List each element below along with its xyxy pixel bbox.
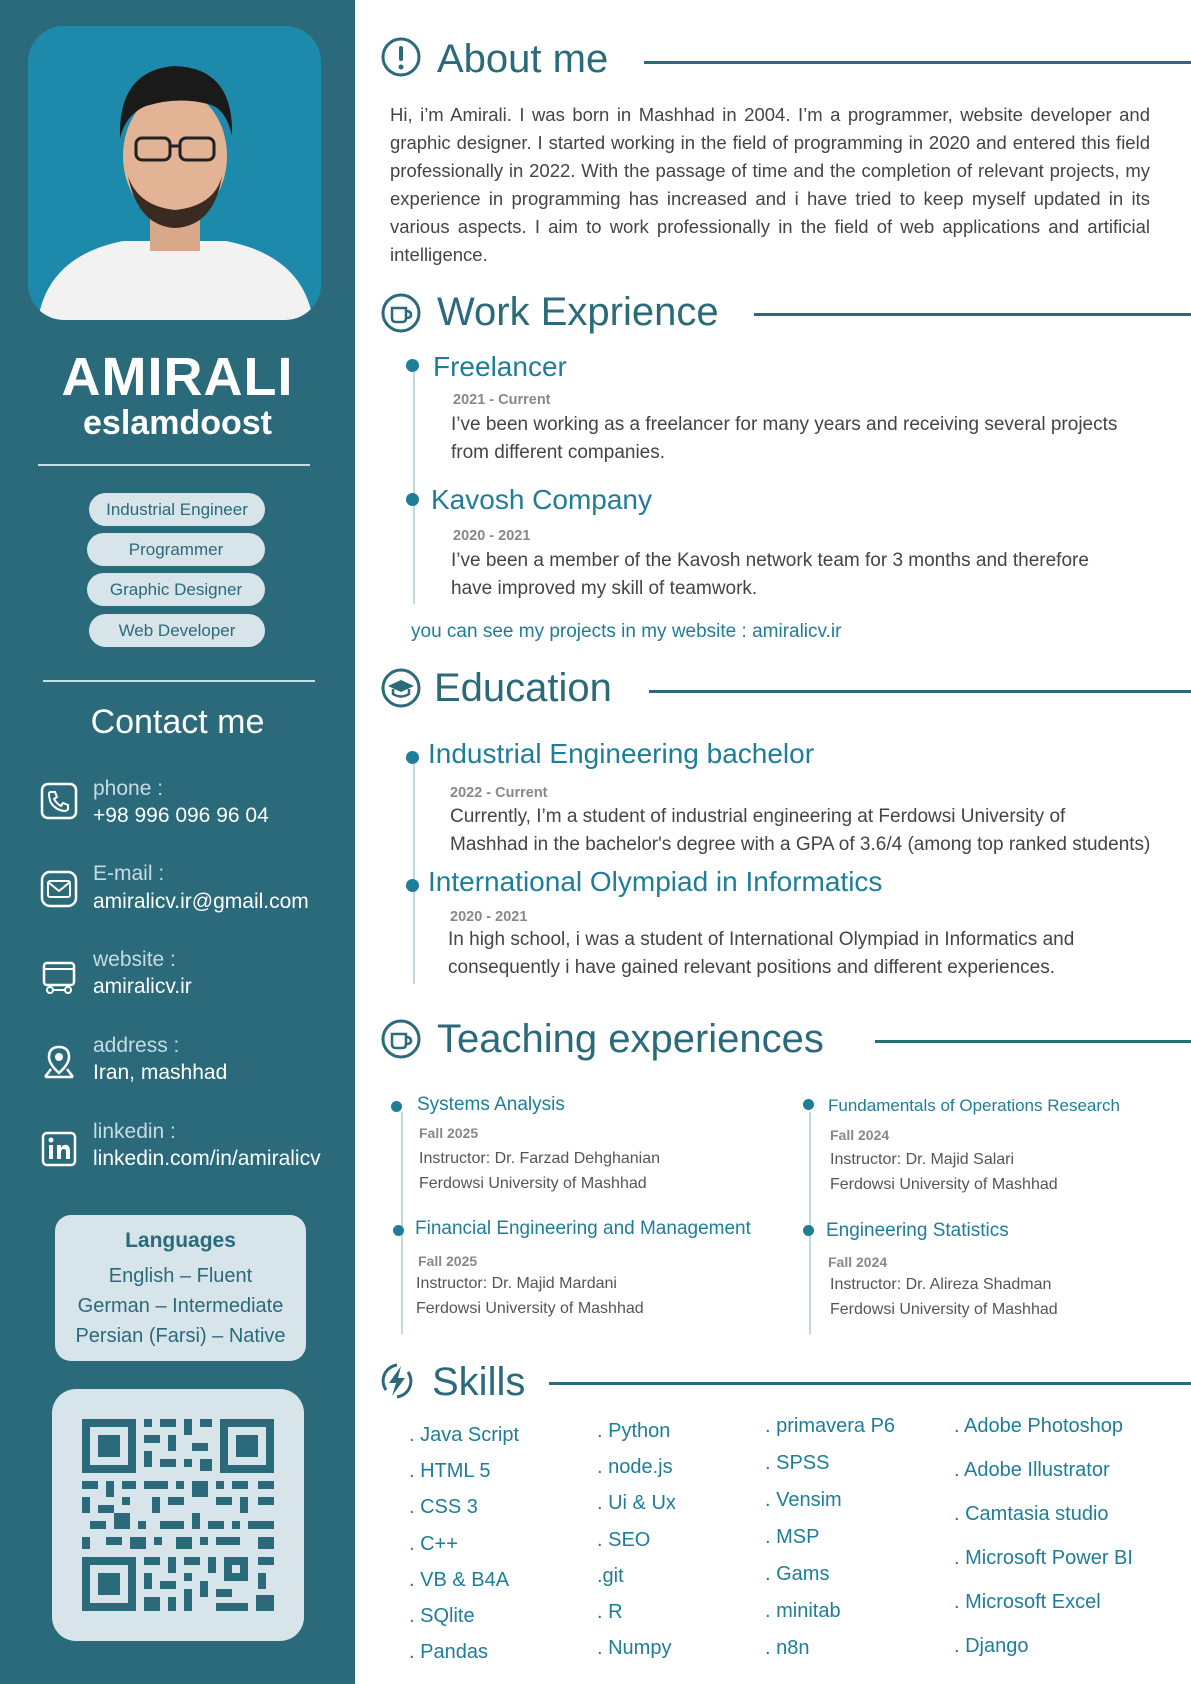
work-item-date: 2020 - 2021 [453,528,531,544]
contact-title: Contact me [90,703,265,741]
coffee-cup-icon [380,292,422,334]
skill-item: . Camtasia studio [954,1503,1109,1525]
person-portrait-icon [28,26,321,320]
skill-item: . SPSS [765,1452,830,1474]
education-item-desc: Mashhad in the bachelor's degree with a GPA of 3.6/4 (among top ranked students) [450,834,1151,855]
skill-item: . Adobe Photoshop [954,1415,1124,1437]
languages-title: Languages [125,1229,236,1252]
website-icon [40,958,78,996]
teaching-item-date: Fall 2024 [828,1254,888,1270]
education-title: Education [434,666,612,710]
website-note-link[interactable]: you can see my projects in my website : amiralicv.ir [411,621,842,642]
skill-item: . Ui & Ux [597,1492,676,1515]
skill-item: . Pandas [409,1641,488,1664]
teaching-item-date: Fall 2025 [419,1125,479,1141]
work-item-desc: from different companies. [451,442,666,463]
sidebar [0,0,355,1684]
teaching-item-university: Ferdowsi University of Mashhad [416,1300,644,1317]
skill-item: . minitab [765,1600,841,1622]
language-item: English – Fluent [108,1265,253,1287]
teaching-item-university: Ferdowsi University of Mashhad [419,1175,647,1192]
skill-item: . Numpy [597,1637,672,1660]
qr-code-icon [52,1389,304,1641]
linkedin-icon [40,1130,78,1168]
work-item-title: Kavosh Company [431,484,653,515]
skill-item: . R [597,1601,623,1623]
skill-item: . VB & B4A [409,1568,510,1591]
teaching-item-instructor: Instructor: Dr. Farzad Dehghanian [419,1150,661,1167]
qr-code-card[interactable] [52,1389,304,1641]
teaching-timeline-left [401,1112,403,1334]
role-pill: Programmer [87,533,265,566]
phone-icon [40,782,78,820]
skill-item: . SEO [597,1528,651,1551]
skill-item: . node.js [597,1456,673,1479]
skill-item: . Java Script [409,1424,520,1446]
teaching-item-date: Fall 2024 [830,1127,890,1143]
website-label: website : [93,948,176,971]
work-title-line [754,313,1191,316]
education-item-date: 2020 - 2021 [450,909,528,925]
exclamation-icon [380,36,422,78]
phone-label: phone : [93,777,164,800]
contact-divider [43,680,315,682]
timeline-dot [391,1101,402,1112]
skill-item: . CSS 3 [409,1496,478,1519]
education-item-title: Industrial Engineering bachelor [428,738,815,769]
language-item: Persian (Farsi) – Native [75,1325,286,1347]
teaching-item-university: Ferdowsi University of Mashhad [830,1176,1058,1193]
skill-item: . Adobe Illustrator [954,1459,1110,1481]
timeline-dot [803,1099,814,1110]
timeline-dot [803,1225,814,1236]
skill-item: .git [597,1564,624,1587]
work-item-desc: I’ve been working as a freelancer for many years and receiving several projects [451,414,1118,435]
last-name: eslamdoost [83,404,272,442]
email-icon [40,870,78,908]
profile-photo [28,26,321,320]
about-text: Hi, i’m Amirali. I was born in Mashhad in 2004. I’m a programmer, website developer and graphic designer. I started working in the field of programming in 2020 and entered this field professionally in 2022. With the passage of time and the completion of relevant projects, my experience in programming has increased and i have tried to keep myself updated in its various aspects. I aim to work professionally in the field of web applications and artificial intelligence. [390,104,1150,265]
timeline-dot [406,879,419,892]
website-value[interactable]: amiralicv.ir [93,975,192,998]
teaching-title: Teaching experiences [437,1017,824,1061]
about-title-line [644,61,1191,64]
skill-item: . Gams [765,1563,830,1585]
teaching-timeline-right [809,1112,811,1334]
education-timeline [413,764,415,984]
linkedin-label: linkedin : [93,1120,176,1143]
teaching-item-title: Engineering Statistics [826,1220,1009,1241]
work-item-title: Freelancer [433,351,567,382]
skill-item: . Vensim [765,1489,842,1511]
phone-value[interactable]: +98 996 096 96 04 [93,804,269,827]
coffee-cup-icon [380,1018,422,1060]
skills-title-line [549,1382,1191,1385]
address-value: Iran, mashhad [93,1061,228,1084]
teaching-item-instructor: Instructor: Dr. Majid Salari [830,1151,1015,1168]
skill-item: . primavera P6 [765,1415,896,1437]
graduation-cap-icon [380,667,422,709]
skill-item: . Django [954,1635,1029,1657]
teaching-title-line [875,1040,1191,1043]
timeline-dot [393,1225,404,1236]
address-label: address : [93,1034,180,1057]
education-item-date: 2022 - Current [450,785,548,801]
skill-item: . SQlite [409,1605,475,1627]
role-pill: Graphic Designer [87,573,265,606]
email-value[interactable]: amiralicv.ir@gmail.com [93,890,309,913]
skill-item: . MSP [765,1526,820,1548]
education-item-title: International Olympiad in Informatics [428,866,883,897]
teaching-item-title: Financial Engineering and Management [415,1218,751,1239]
work-item-desc: I’ve been a member of the Kavosh network team for 3 months and therefore [451,550,1089,571]
skill-item: . Python [597,1420,671,1442]
about-title: About me [437,37,609,81]
skill-item: . Microsoft Excel [954,1591,1101,1613]
timeline-dot [406,359,419,372]
teaching-item-instructor: Instructor: Dr. Majid Mardani [416,1275,617,1292]
teaching-item-date: Fall 2025 [418,1253,478,1269]
work-item-date: 2021 - Current [453,392,551,408]
name-divider [38,464,310,466]
teaching-item-university: Ferdowsi University of Mashhad [830,1301,1058,1318]
work-timeline [413,372,415,604]
education-item-desc: consequently i have gained relevant positions and different experiences. [448,957,1055,978]
role-pill: Web Developer [89,614,265,647]
teaching-item-title: Fundamentals of Operations Research [828,1096,1120,1115]
language-item: German – Intermediate [77,1295,284,1317]
skill-item: . HTML 5 [409,1460,491,1483]
education-item-desc: Currently, I’m a student of industrial engineering at Ferdowsi University of [450,806,1066,827]
work-title: Work Exprience [437,290,719,334]
timeline-dot [406,493,419,506]
skill-item: . n8n [765,1637,810,1659]
skills-title: Skills [432,1360,526,1404]
linkedin-value[interactable]: linkedin.com/in/amiralicv [93,1147,321,1170]
languages-box [55,1215,306,1361]
teaching-item-instructor: Instructor: Dr. Alireza Shadman [830,1276,1052,1293]
work-item-desc: have improved my skill of teamwork. [451,578,758,599]
teaching-item-title: Systems Analysis [417,1094,565,1115]
location-pin-icon [40,1043,78,1081]
email-label: E-mail : [93,862,165,885]
education-item-desc: In high school, i was a student of International Olympiad in Informatics and [448,929,1075,950]
timeline-dot [406,751,419,764]
skill-item: . C++ [409,1532,458,1555]
first-name: AMIRALI [61,347,294,407]
education-title-line [649,690,1191,693]
skill-item: . Microsoft Power BI [954,1547,1133,1569]
lightning-bolt-icon [376,1360,418,1402]
role-pill: Industrial Engineer [89,493,265,526]
